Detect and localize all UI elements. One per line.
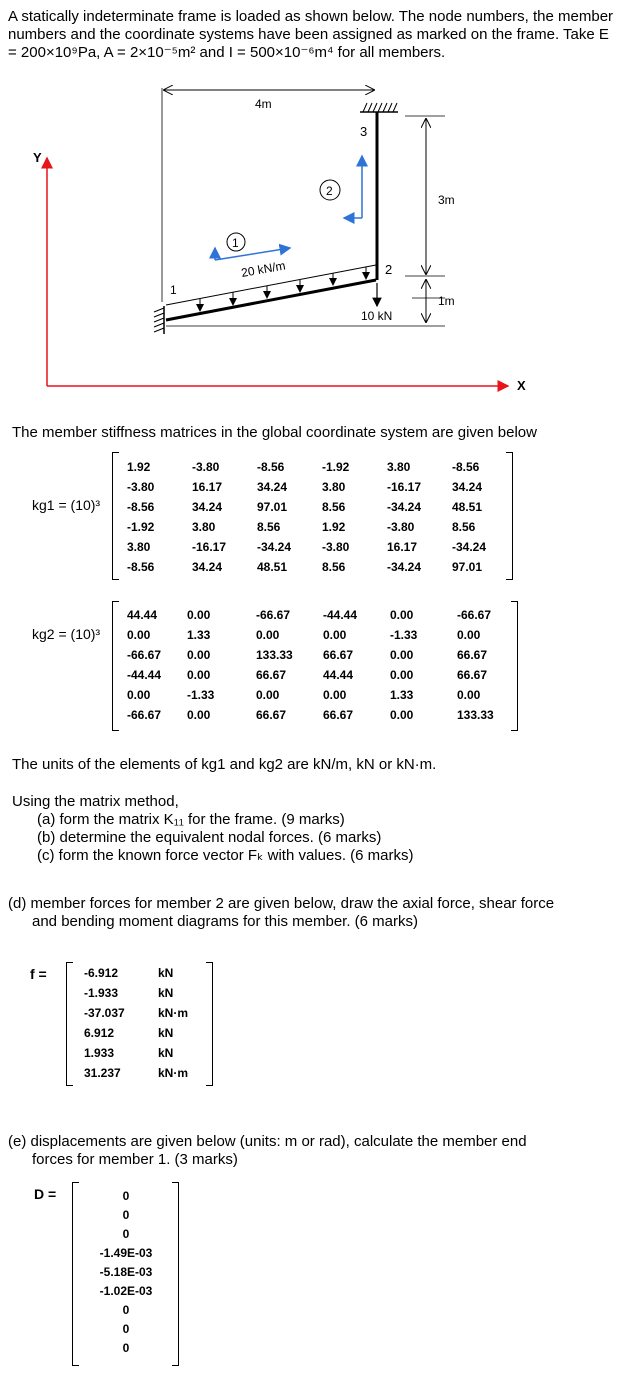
kg2-cell: 0.00 <box>256 628 280 642</box>
kg2-cell: 0.00 <box>390 608 414 622</box>
kg1-cell: -3.80 <box>322 540 350 554</box>
member-force-cell: -1.933 <box>84 986 119 1000</box>
task-e-text: (e) displacements are given below (units: m or rad), calculate the member end forces for member 1. (3 marks) <box>8 1133 527 1168</box>
kg2-cell: -66.67 <box>127 708 162 722</box>
kg2-cell: -66.67 <box>457 608 492 622</box>
kg2-cell: 0.00 <box>323 688 347 702</box>
task-a: (a) form the matrix K₁₁ for the frame. (9 marks) <box>37 811 345 828</box>
kg2-cell: 0.00 <box>127 628 151 642</box>
kg1-cell: -34.24 <box>387 500 422 514</box>
dim-width-label: 4m <box>255 97 272 111</box>
kg1-cell: 8.56 <box>452 520 476 534</box>
member-force-cell: kN <box>158 986 174 1000</box>
kg1-cell: 97.01 <box>257 500 288 514</box>
displacement-cell: -5.18E-03 <box>99 1265 153 1279</box>
kg2-cell: 1.33 <box>187 628 211 642</box>
task-d <box>8 895 568 931</box>
kg2-cell: -66.67 <box>256 608 291 622</box>
displacement-cell: 0 <box>122 1341 130 1355</box>
kg2-cell: 44.44 <box>127 608 158 622</box>
kg2-cell: 66.67 <box>457 648 488 662</box>
kg2-cell: 66.67 <box>323 648 354 662</box>
kg1-cell: 34.24 <box>257 480 288 494</box>
kg1-cell: -1.92 <box>127 520 155 534</box>
kg1-cell: 3.80 <box>192 520 216 534</box>
member-2-label: 2 <box>326 184 333 198</box>
kg1-cell: -16.17 <box>192 540 227 554</box>
node-1: 1 <box>170 283 177 297</box>
kg1-label: kg1 = (10)³ <box>32 497 101 513</box>
kg1-cell: -8.56 <box>257 460 285 474</box>
member-force-cell: kN <box>158 966 174 980</box>
kg1-cell: -34.24 <box>452 540 487 554</box>
axis-x-label: X <box>517 378 526 393</box>
kg1-cell: -3.80 <box>387 520 415 534</box>
task-using: Using the matrix method, <box>12 793 179 810</box>
kg1-cell: -3.80 <box>192 460 220 474</box>
kg2-cell: 0.00 <box>187 608 211 622</box>
problem-intro: A statically indeterminate frame is loaded as shown below. The node numbers, the member numbers and the coordinate systems have been assigned as marked on the frame. Take E = 200×10⁹Pa, A = 2×10⁻⁵m² and I = 500×10⁻⁶m⁴ for all members. <box>8 8 614 61</box>
kg2-cell: -1.33 <box>390 628 418 642</box>
displacement-cell: 0 <box>122 1208 130 1222</box>
member-force-cell: kN·m <box>158 1066 189 1080</box>
kg1-cell: -8.56 <box>127 560 155 574</box>
kg1-cell: -3.80 <box>127 480 155 494</box>
kg1-cell: 34.24 <box>192 500 223 514</box>
kg2-cell: 133.33 <box>457 708 494 722</box>
kg2-bracket-right <box>511 601 518 731</box>
kg1-cell: 97.01 <box>452 560 483 574</box>
kg1-cell: -34.24 <box>257 540 292 554</box>
d-bracket-left <box>72 1182 79 1366</box>
kg1-cell: 34.24 <box>452 480 483 494</box>
kg2-cell: 44.44 <box>323 668 354 682</box>
kg2-cell: 1.33 <box>390 688 414 702</box>
kg1-cell: 48.51 <box>257 560 288 574</box>
kg2-cell: 0.00 <box>390 648 414 662</box>
f-bracket-right <box>206 962 213 1086</box>
task-b: (b) determine the equivalent nodal forces. (6 marks) <box>37 829 382 846</box>
member-force-cell: -37.037 <box>84 1006 125 1020</box>
kg2-cell: -44.44 <box>323 608 358 622</box>
kg1-cell: 1.92 <box>322 520 346 534</box>
displacement-cell: 0 <box>122 1322 130 1336</box>
d-bracket-right <box>172 1182 179 1366</box>
displacements-label: D = <box>34 1186 57 1202</box>
task-e <box>8 1133 568 1169</box>
units-note: The units of the elements of kg1 and kg2 are kN/m, kN or kN·m. <box>12 756 437 773</box>
kg2-cell: 0.00 <box>390 708 414 722</box>
kg1-cell: -16.17 <box>387 480 422 494</box>
displacement-cell: 0 <box>122 1227 130 1241</box>
kg2-cell: -1.33 <box>187 688 215 702</box>
displacement-cell: -1.02E-03 <box>99 1284 153 1298</box>
kg2-cell: 66.67 <box>256 668 287 682</box>
kg1-cell: 34.24 <box>192 560 223 574</box>
task-c: (c) form the known force vector Fₖ with values. (6 marks) <box>37 847 414 864</box>
kg1-bracket-right <box>506 452 513 580</box>
kg2-cell: 66.67 <box>457 668 488 682</box>
kg2-label: kg2 = (10)³ <box>32 626 101 642</box>
kg1-cell: 3.80 <box>127 540 151 554</box>
kg2-cell: 0.00 <box>256 688 280 702</box>
displacement-cell: -1.49E-03 <box>99 1246 153 1260</box>
member-force-cell: -6.912 <box>84 966 119 980</box>
f-bracket-left <box>66 962 73 1086</box>
member-force-cell: kN·m <box>158 1006 189 1020</box>
kg2-cell: 133.33 <box>256 648 293 662</box>
kg2-cell: 0.00 <box>187 708 211 722</box>
kg1-cell: -8.56 <box>452 460 480 474</box>
kg2-cell: -44.44 <box>127 668 162 682</box>
kg2-cell: 0.00 <box>457 628 481 642</box>
kg1-cell: 16.17 <box>192 480 223 494</box>
kg2-cell: 0.00 <box>187 668 211 682</box>
kg2-cell: 0.00 <box>187 648 211 662</box>
load-distributed-label: 20 kN/m <box>240 258 287 280</box>
displacement-cell: 0 <box>122 1189 130 1203</box>
kg2-bracket-left <box>112 601 119 731</box>
kg1-cell: 1.92 <box>127 460 151 474</box>
kg2-cell: 0.00 <box>390 668 414 682</box>
frame-figure <box>0 70 620 400</box>
dim-upper-label: 3m <box>438 193 455 207</box>
stiffness-caption: The member stiffness matrices in the global coordinate system are given below <box>12 424 537 441</box>
axis-y-label: Y <box>33 150 42 165</box>
kg1-cell: 3.80 <box>322 480 346 494</box>
displacement-cell: 0 <box>122 1303 130 1317</box>
member-force-cell: 31.237 <box>84 1066 121 1080</box>
member-1-label: 1 <box>232 236 239 250</box>
member-force-cell: 1.933 <box>84 1046 115 1060</box>
kg1-cell: 8.56 <box>322 560 346 574</box>
kg2-cell: 0.00 <box>323 628 347 642</box>
kg2-cell: 0.00 <box>457 688 481 702</box>
member-forces-label: f = <box>30 966 47 982</box>
kg1-cell: -8.56 <box>127 500 155 514</box>
kg2-cell: 0.00 <box>127 688 151 702</box>
task-d-text: (d) member forces for member 2 are given below, draw the axial force, shear force and bending moment diagrams for this member. (6 marks) <box>8 895 555 930</box>
member-1-beam <box>166 280 376 320</box>
member-force-cell: 6.912 <box>84 1026 115 1040</box>
member-force-cell: kN <box>158 1026 174 1040</box>
kg1-cell: 3.80 <box>387 460 411 474</box>
load-point-label: 10 kN <box>361 309 393 323</box>
kg1-cell: -1.92 <box>322 460 350 474</box>
kg1-bracket-left <box>112 452 119 580</box>
kg1-cell: -34.24 <box>387 560 422 574</box>
distributed-load <box>200 267 366 311</box>
node-2: 2 <box>385 262 393 277</box>
node-3: 3 <box>360 124 368 139</box>
kg1-cell: 16.17 <box>387 540 418 554</box>
member-force-cell: kN <box>158 1046 174 1060</box>
dim-lower-label: 1m <box>438 294 455 308</box>
kg1-cell: 48.51 <box>452 500 483 514</box>
kg1-cell: 8.56 <box>257 520 281 534</box>
kg2-cell: 66.67 <box>323 708 354 722</box>
kg1-cell: 8.56 <box>322 500 346 514</box>
kg2-cell: -66.67 <box>127 648 162 662</box>
kg2-cell: 66.67 <box>256 708 287 722</box>
